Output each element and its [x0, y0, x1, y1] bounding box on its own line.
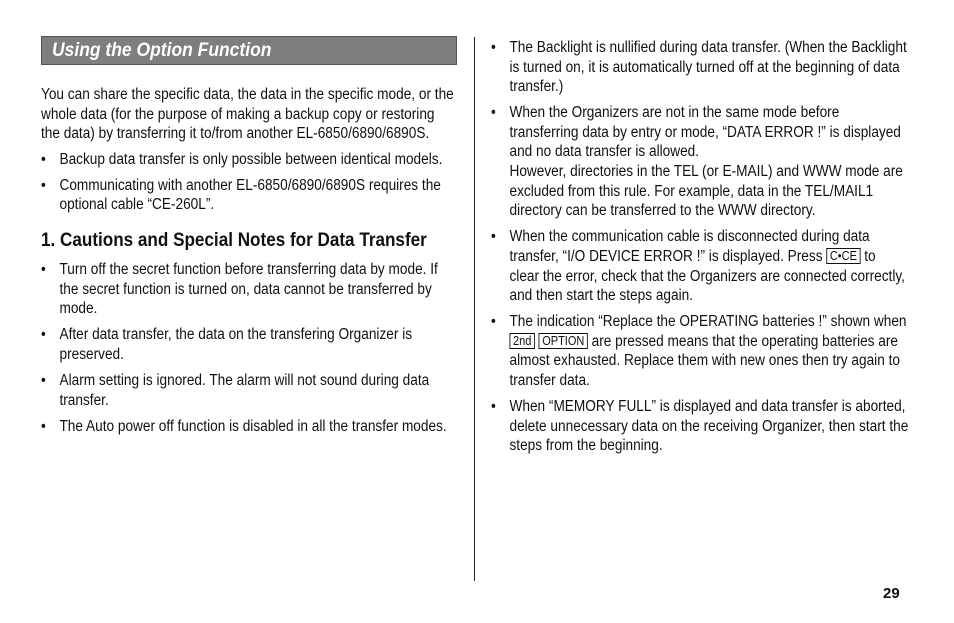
cautions-bullet-list [41, 260, 457, 436]
intro-bullet-list [41, 150, 457, 215]
section-title-bar [41, 36, 457, 65]
notes-bullet-list [491, 38, 909, 456]
page-number: 29 [883, 585, 900, 602]
list-item: • Backup data transfer is only possible between identical models. [41, 150, 457, 170]
left-column [41, 36, 457, 436]
list-item: • When “MEMORY FULL” is displayed and data transfer is aborted, delete unnecessary data on the receiving Organizer, then start the steps from the beginning. [491, 397, 909, 456]
right-column [491, 38, 909, 456]
note-text: When the communication cable is disconnected during data transfer, “I/O DEVICE ERROR !” is displayed. Press [509, 228, 870, 265]
list-item: • Alarm setting is ignored. The alarm will not sound during data transfer. [41, 371, 457, 410]
note-text: The indication “Replace the OPERATING batteries !” shown when [509, 313, 907, 331]
cautions-heading: 1. Cautions and Special Notes for Data Transfer [41, 230, 427, 252]
note-text: However, directories in the TEL (or E-MAIL) and WWW mode are excluded from this rule. For example, data in the TEL/MAIL1 directory can be transferred to the WWW directory. [509, 163, 903, 220]
list-item [491, 312, 909, 390]
list-item [491, 103, 909, 221]
option-key-label: OPTION [539, 333, 588, 349]
2nd-key-label: 2nd [509, 333, 534, 349]
section-title: Using the Option Function [52, 39, 272, 61]
list-item: • Communicating with another EL-6850/6890/6890S requires the optional cable “CE-260L”. [41, 176, 457, 215]
list-item: • The Auto power off function is disabled in all the transfer modes. [41, 417, 457, 437]
cce-key-label: C•CE [826, 248, 860, 264]
list-item: • The Backlight is nullified during data transfer. (When the Backlight is turned on, it is automatically turned off at the beginning of data transfer.) [491, 38, 909, 97]
intro-paragraph: You can share the specific data, the data in the specific mode, or the whole data (for the purpose of making a backup copy or restoring the data) by transferring it to/from another EL-6850/6890/6890S. [41, 86, 454, 143]
list-item: • After data transfer, the data on the transfering Organizer is preserved. [41, 325, 457, 364]
note-text: When the Organizers are not in the same mode before transferring data by entry or mode, “DATA ERROR !” is displayed and no data transfer is allowed. [509, 104, 901, 161]
note-text: to clear the error, check that the Organizers are connected correctly, and then start the steps again. [509, 247, 905, 305]
note-text: are pressed means that the operating batteries are almost exhausted. Replace them with new ones then try again to transfer data. [509, 332, 900, 389]
list-item: • Turn off the secret function before transferring data by mode. If the secret function is turned on, data cannot be transferred by mode. [41, 260, 457, 319]
column-divider [474, 37, 475, 581]
list-item [491, 227, 909, 305]
